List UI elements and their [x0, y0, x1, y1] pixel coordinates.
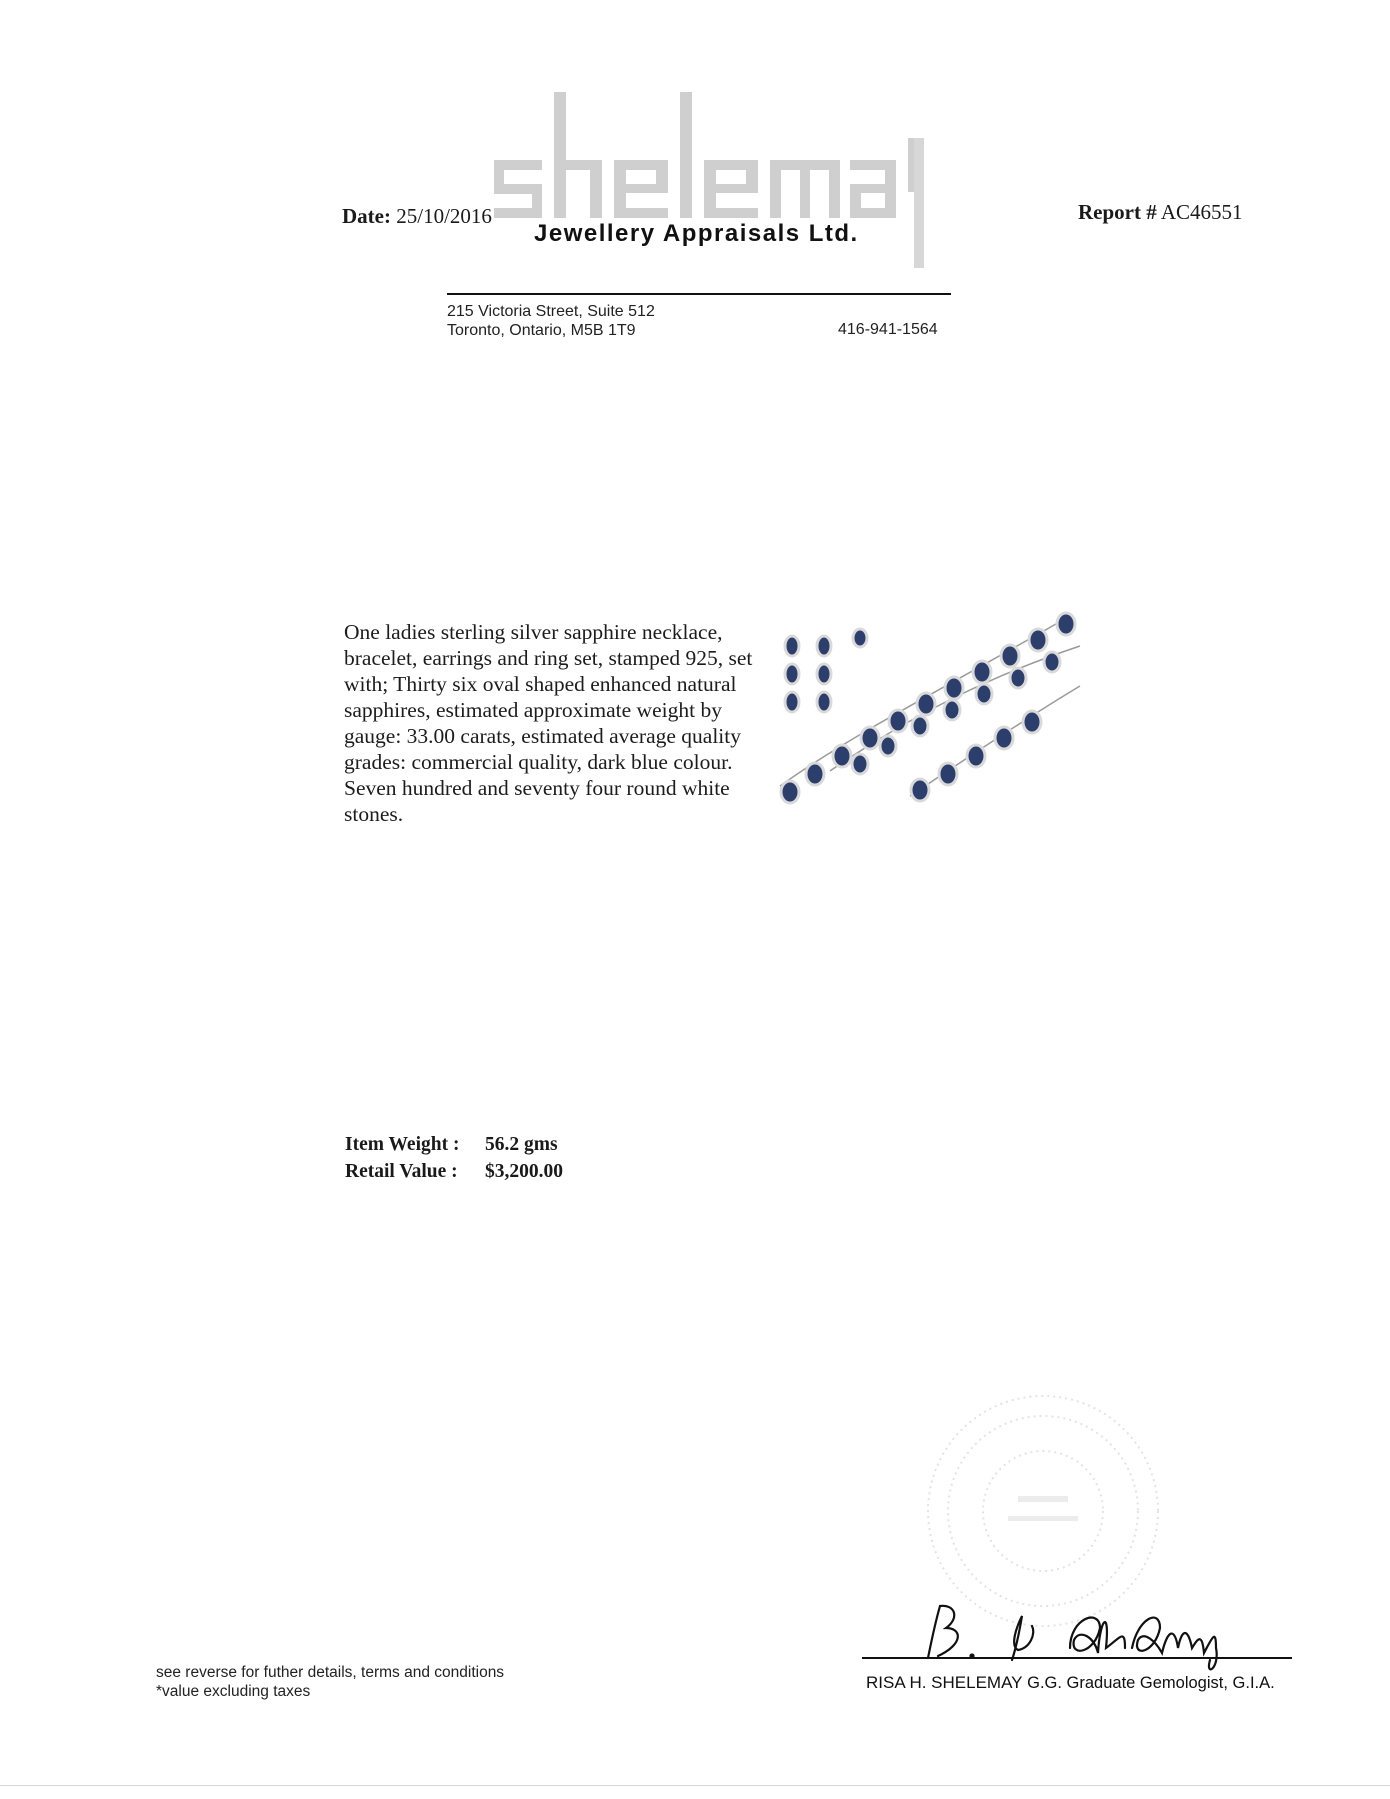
weight-label: Item Weight :	[345, 1134, 460, 1155]
item-specs	[345, 1131, 563, 1185]
weight-row	[345, 1131, 563, 1158]
handwritten-signature	[920, 1598, 1300, 1678]
gemologist-credit	[866, 1673, 1275, 1693]
date-value: 25/10/2016	[396, 204, 492, 228]
logo-subtitle: Jewellery Appraisals Ltd.	[534, 220, 859, 247]
date-label: Date:	[342, 204, 391, 228]
retail-row	[345, 1158, 563, 1185]
company-phone: 416-941-1564	[838, 321, 938, 338]
retail-value: $3,200.00	[485, 1161, 563, 1182]
page-bottom-edge	[0, 1785, 1390, 1786]
item-description: One ladies sterling silver sapphire necklace, bracelet, earrings and ring set, stamped 925, set with; Thirty six oval shaped enhanced natural sapphires, estimated approximate weight by gauge: 33.00 carats, estimated average quality grades: commercial quality, dark blue colour. Seven hundred and seventy four round white stones.	[344, 620, 753, 826]
footer-terms: see reverse for futher details, terms and conditions	[156, 1664, 505, 1681]
header-divider	[447, 293, 951, 295]
report-label: Report #	[1078, 200, 1157, 224]
jewellery-set-photo	[770, 606, 1090, 824]
retail-label: Retail Value :	[345, 1161, 458, 1182]
weight-value: 56.2 gms	[485, 1134, 558, 1155]
address-line-1: 215 Victoria Street, Suite 512	[447, 303, 655, 320]
company-address	[447, 302, 655, 340]
signer-credentials: G.G. Graduate Gemologist, G.I.A.	[1027, 1674, 1275, 1692]
address-line-2: Toronto, Ontario, M5B 1T9	[447, 322, 636, 339]
report-number	[1078, 200, 1243, 225]
signer-name: RISA H. SHELEMAY	[866, 1673, 1023, 1692]
footer-notes	[156, 1663, 504, 1701]
report-date	[342, 204, 492, 229]
signature-line	[862, 1657, 1292, 1659]
footer-tax-note: *value excluding taxes	[156, 1683, 311, 1700]
report-value: AC46551	[1160, 200, 1243, 224]
